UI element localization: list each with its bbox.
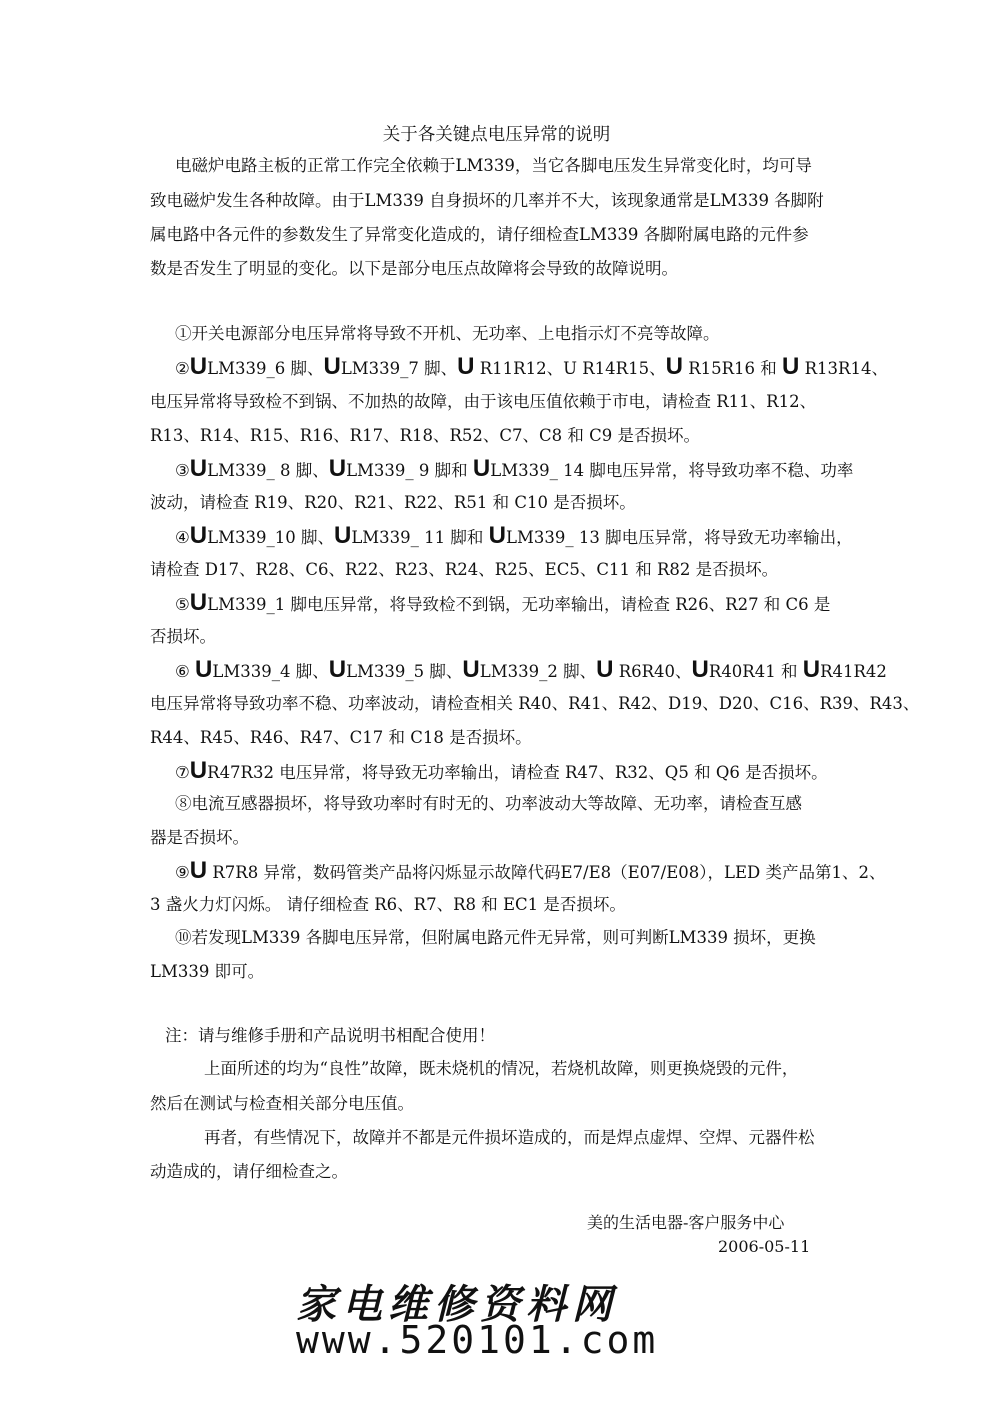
item-9-line-1: ⑨U R7R8 异常，数码管类产品将闪烁显示故障代码E7/E8（E07/E08），LED 类产品第1、2、 (175, 857, 886, 884)
note-paragraph-1-line-2: 然后在测试与检查相关部分电压值。 (150, 1094, 414, 1113)
note-paragraph-1-line-1: 上面所述的均为“良性”故障，既未烧机的情况，若烧机故障，则更换烧毁的元件， (204, 1059, 799, 1078)
voltage-symbol: U (328, 656, 347, 683)
item-3-line-1: ③ULM339_ 8 脚、ULM339_ 9 脚和 ULM339_ 14 脚电压异常，将导致功率不稳、功率 (175, 455, 854, 482)
voltage-symbol: U (195, 656, 213, 683)
item-2-line-2: 电压异常将导致检不到锅、不加热的故障，由于该电压值依赖于市电，请检查 R11、R12、 (150, 392, 817, 411)
item-3-line-2: 波动，请检查 R19、R20、R21、R22、R51 和 C10 是否损坏。 (150, 493, 636, 512)
voltage-symbol: U (782, 353, 800, 380)
item-2-line-1: ②ULM339_6 脚、ULM339_7 脚、U R11R12、U R14R15、U R15R16 和 U R13R14、 (175, 353, 888, 380)
voltage-symbol: U (457, 353, 475, 380)
watermark-url: www.520101.com (296, 1318, 659, 1362)
watermark-site-name: 家电维修资料网 (296, 1282, 618, 1328)
voltage-symbol: U (189, 455, 208, 482)
voltage-symbol: U (189, 522, 208, 549)
intro-line-4: 数是否发生了明显的变化。以下是部分电压点故障将会导致的故障说明。 (150, 259, 678, 278)
intro-line-2: 致电磁炉发生各种故障。由于LM339 自身损坏的几率并不大，该现象通常是LM339 各脚附 (150, 191, 824, 210)
item-2-line-3: R13、R14、R15、R16、R17、R18、R52、C7、C8 和 C9 是否损坏。 (150, 426, 701, 445)
voltage-symbol: U (328, 455, 347, 482)
voltage-symbol: U (189, 589, 208, 616)
item-4-line-1: ④ULM339_10 脚、ULM339_ 11 脚和 ULM339_ 13 脚电压异常，将导致无功率输出， (175, 522, 853, 549)
voltage-symbol: U (462, 656, 480, 683)
item-6-line-1: ⑥ ULM339_4 脚、ULM339_5 脚、ULM339_2 脚、U R6R40、UR40R41 和 UR41R42 (175, 656, 887, 683)
signature-date: 2006-05-11 (718, 1237, 811, 1256)
intro-line-3: 属电路中各元件的参数发生了异常变化造成的，请仔细检查LM339 各脚附属电路的元件参 (150, 225, 809, 244)
item-10-line-1: ⑩若发现LM339 各脚电压异常，但附属电路元件无异常，则可判断LM339 损坏，更换 (175, 928, 816, 947)
signature-org: 美的生活电器-客户服务中心 (587, 1213, 785, 1232)
note-paragraph-2-line-1: 再者，有些情况下，故障并不都是元件损坏造成的，而是焊点虚焊、空焊、元器件松 (204, 1128, 815, 1147)
item-5-line-1: ⑤ULM339_1 脚电压异常，将导致检不到锅，无功率输出，请检查 R26、R27 和 C6 是 (175, 589, 831, 616)
item-5-line-2: 否损坏。 (150, 627, 216, 646)
item-8-line-2: 器是否损坏。 (150, 828, 249, 847)
voltage-symbol: U (323, 353, 341, 380)
voltage-symbol: U (189, 757, 208, 784)
item-10-line-2: LM339 即可。 (150, 962, 265, 981)
voltage-symbol: U (189, 353, 208, 380)
voltage-symbol: U (665, 353, 683, 380)
item-4-line-2: 请检查 D17、R28、C6、R22、R23、R24、R25、EC5、C11 和 R82 是否损坏。 (150, 560, 779, 579)
voltage-symbol: U (472, 455, 491, 482)
page-title: 关于各关键点电压异常的说明 (382, 125, 611, 145)
item-1: ①开关电源部分电压异常将导致不开机、无功率、上电指示灯不亮等故障。 (175, 324, 720, 343)
item-8-line-1: ⑧电流互感器损坏，将导致功率时有时无的、功率波动大等故障、无功率，请检查互感 (175, 794, 802, 813)
item-7-line-1: ⑦UR47R32 电压异常，将导致无功率输出，请检查 R47、R32、Q5 和 Q6 是否损坏。 (175, 757, 828, 784)
voltage-symbol: U (189, 857, 208, 884)
item-9-line-2: 3 盏火力灯闪烁。 请仔细检查 R6、R7、R8 和 EC1 是否损坏。 (150, 895, 626, 914)
voltage-symbol: U (333, 522, 352, 549)
voltage-symbol: U (802, 656, 821, 683)
note-paragraph-2-line-2: 动造成的，请仔细检查之。 (150, 1162, 348, 1181)
voltage-symbol: U (596, 656, 614, 683)
item-6-line-2: 电压异常将导致功率不稳、功率波动，请检查相关 R40、R41、R42、D19、D20、C16、R39、R43、 (150, 694, 920, 713)
item-6-line-3: R44、R45、R46、R47、C17 和 C18 是否损坏。 (150, 728, 532, 747)
voltage-symbol: U (691, 656, 709, 683)
note-label: 注：请与维修手册和产品说明书相配合使用！ (165, 1026, 495, 1045)
voltage-symbol: U (488, 522, 506, 549)
intro-line-1: 电磁炉电路主板的正常工作完全依赖于LM339，当它各脚电压发生异常变化时，均可导 (175, 156, 812, 175)
